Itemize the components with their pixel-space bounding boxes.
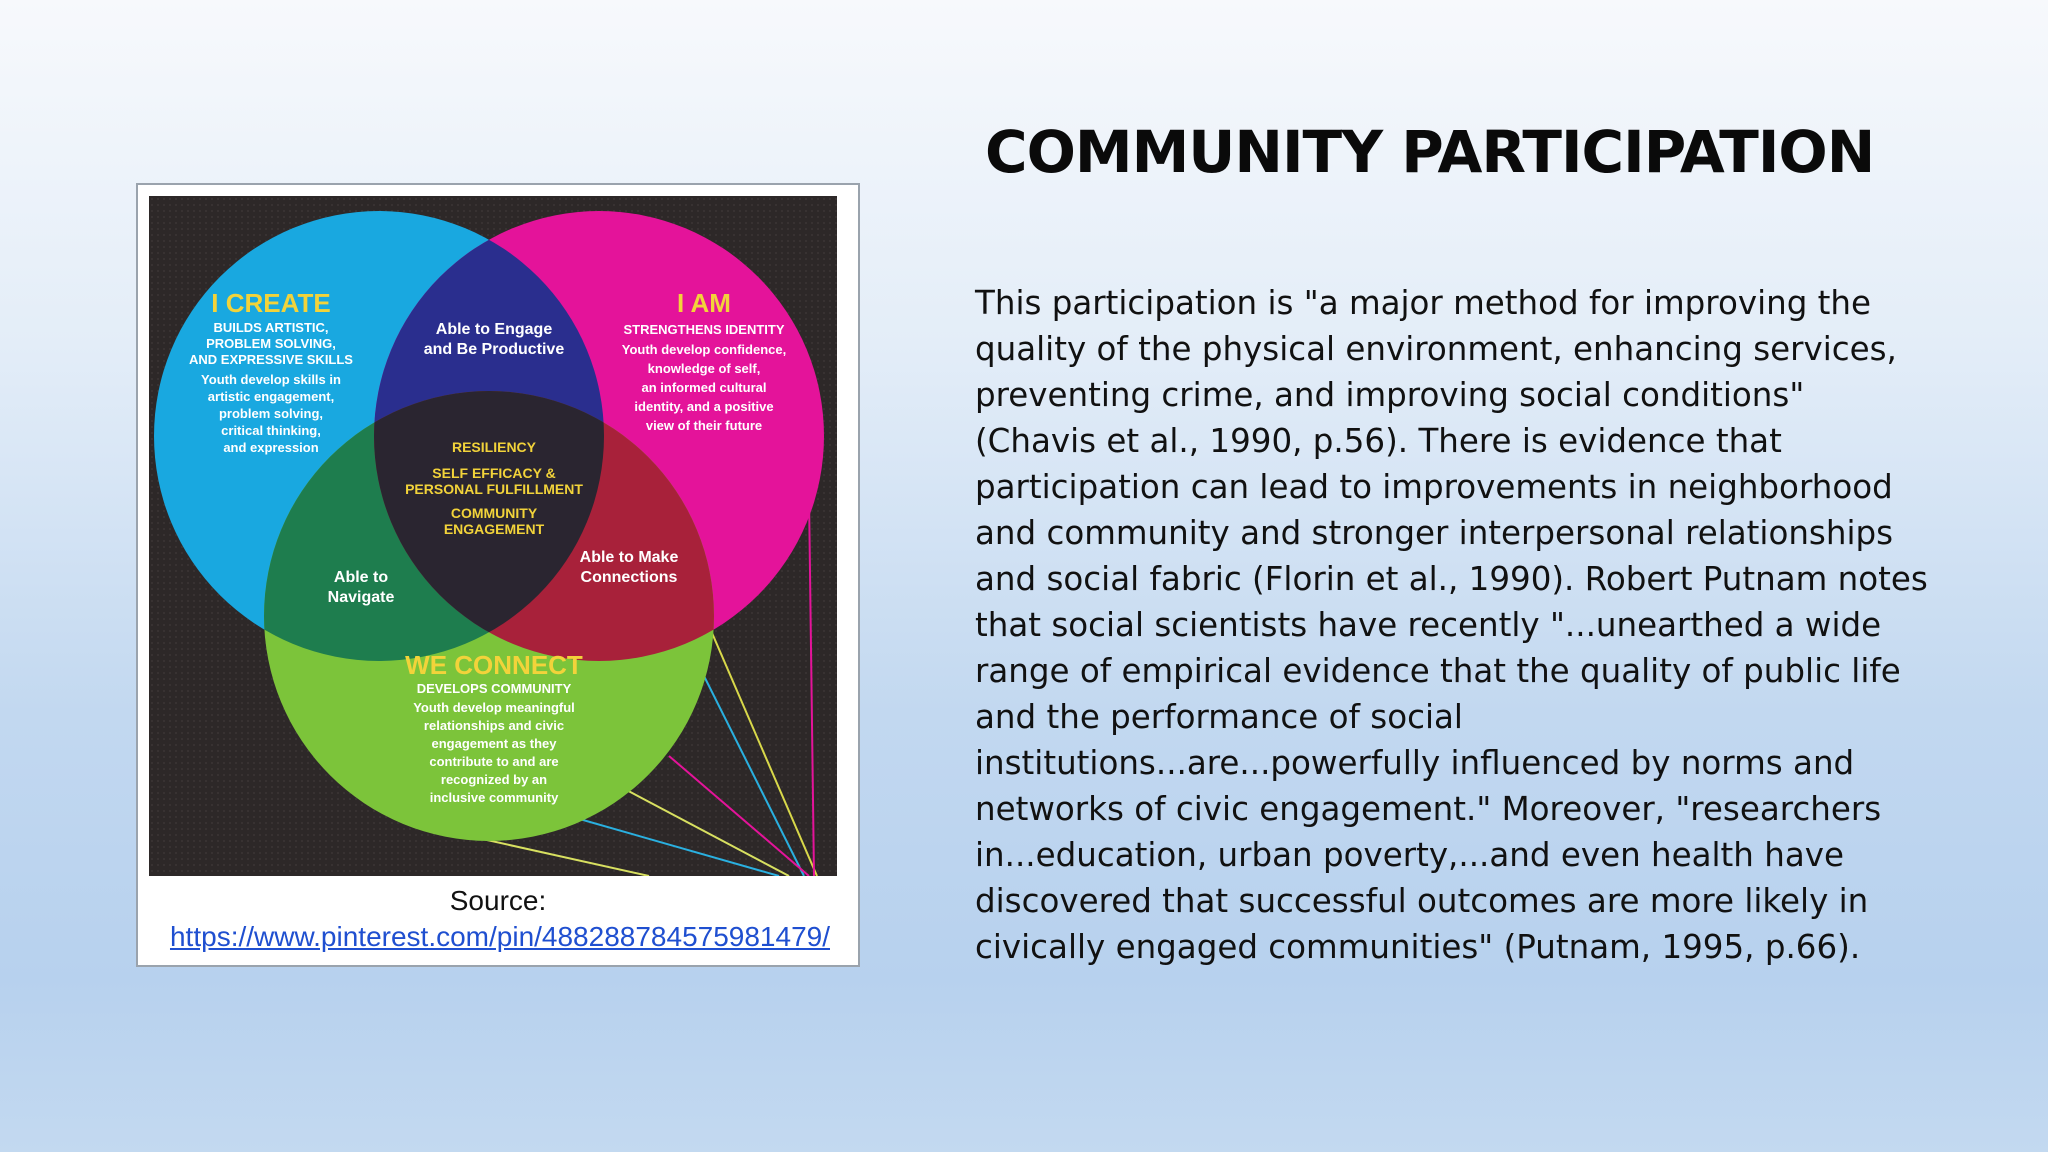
create-line: problem solving, xyxy=(218,406,324,421)
body-line: range of empirical evidence that the quality of public life xyxy=(975,652,1901,690)
body-line: and the performance of social xyxy=(975,698,1463,736)
create-line: artistic engagement, xyxy=(207,389,335,404)
center-line: ENGAGEMENT xyxy=(443,521,545,537)
center-line: RESILIENCY xyxy=(451,439,537,455)
slide-title: COMMUNITY PARTICIPATION xyxy=(985,118,1875,186)
iam-line: Youth develop confidence, xyxy=(621,342,787,357)
connect-line: relationships and civic xyxy=(423,718,565,733)
create-line: Youth develop skills in xyxy=(201,372,341,387)
body-line: in...education, urban poverty,...and even health have xyxy=(975,836,1844,874)
overlap-top-line: Able to Engage xyxy=(435,321,553,338)
create-line: and expression xyxy=(223,440,319,455)
connect-line: engagement as they xyxy=(431,736,557,751)
connect-line: DEVELOPS COMMUNITY xyxy=(416,681,572,696)
connect-line: Youth develop meaningful xyxy=(413,700,575,715)
body-line: quality of the physical environment, enhancing services, xyxy=(975,330,1897,368)
center-line: SELF EFFICACY & xyxy=(432,465,556,481)
body-line: institutions...are...powerfully influenced by norms and xyxy=(975,744,1855,782)
overlap-top-line: and Be Productive xyxy=(423,341,565,358)
overlap-right-line: Able to Make xyxy=(579,549,679,566)
body-paragraph xyxy=(975,280,1928,970)
body-line: participation can lead to improvements in neighborhood xyxy=(975,468,1893,506)
body-line: and social fabric (Florin et al., 1990). Robert Putnam notes xyxy=(975,560,1928,598)
body-line: networks of civic engagement." Moreover, "researchers xyxy=(975,790,1882,828)
body-line: that social scientists have recently "...unearthed a wide xyxy=(975,606,1882,644)
body-line: This participation is "a major method for improving the xyxy=(975,284,1871,322)
venn-figure-card xyxy=(136,183,860,967)
body-line: civically engaged communities" (Putnam, 1995, p.66). xyxy=(975,928,1861,966)
venn-diagram xyxy=(149,196,837,876)
iam-line: identity, and a positive xyxy=(634,399,774,414)
connect-title: WE CONNECT xyxy=(405,650,583,680)
connect-line: inclusive community xyxy=(429,790,559,805)
connect-line: recognized by an xyxy=(440,772,548,787)
iam-line: view of their future xyxy=(645,418,763,433)
overlap-left-line: Navigate xyxy=(327,589,395,606)
body-line: and community and stronger interpersonal relationships xyxy=(975,514,1894,552)
connect-line: contribute to and are xyxy=(429,754,559,769)
body-line: discovered that successful outcomes are more likely in xyxy=(975,882,1869,920)
create-line: PROBLEM SOLVING, xyxy=(206,336,336,351)
overlap-left-line: Able to xyxy=(333,569,389,586)
center-line: COMMUNITY xyxy=(450,505,538,521)
create-title: I CREATE xyxy=(211,288,331,318)
body-line: preventing crime, and improving social conditions" xyxy=(975,376,1805,414)
iam-line: an informed cultural xyxy=(641,380,767,395)
center-line: PERSONAL FULFILLMENT xyxy=(405,481,583,497)
create-line: critical thinking, xyxy=(221,423,321,438)
create-line: AND EXPRESSIVE SKILLS xyxy=(189,352,353,367)
source-label: Source: xyxy=(449,885,547,916)
create-line: BUILDS ARTISTIC, xyxy=(213,320,329,335)
source-link[interactable]: https://www.pinterest.com/pin/488288784575981479/ xyxy=(169,921,830,952)
iam-title: I AM xyxy=(677,288,731,318)
iam-line: knowledge of self, xyxy=(647,361,761,376)
iam-line: STRENGTHENS IDENTITY xyxy=(623,322,785,337)
body-line: (Chavis et al., 1990, p.56). There is evidence that xyxy=(975,422,1782,460)
overlap-right-line: Connections xyxy=(580,569,678,586)
